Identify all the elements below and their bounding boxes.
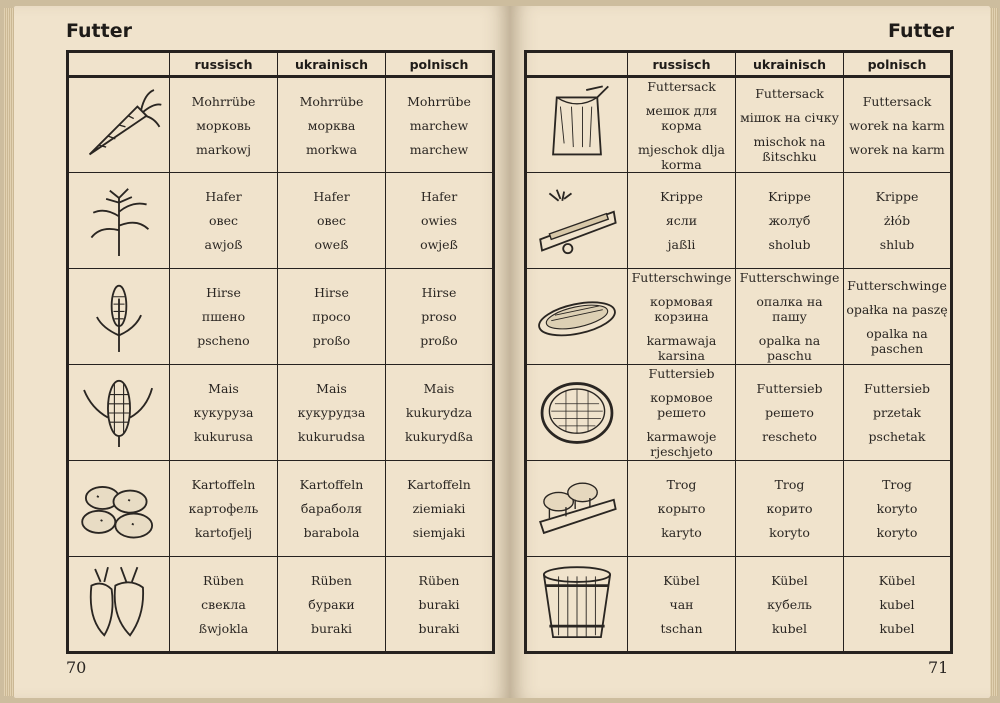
translation-cell-ukrainian (736, 365, 844, 461)
vocabulary-table (66, 50, 495, 654)
translation-cell-ukrainian (736, 173, 844, 269)
transliteration: owjeß (420, 237, 458, 252)
table-row (526, 365, 952, 461)
page-title: Futter (66, 20, 132, 42)
native-term: просо (312, 309, 351, 324)
german-term: Rüben (311, 572, 352, 588)
german-term: Kübel (663, 572, 700, 588)
native-term: ziemiaki (412, 501, 466, 516)
image-column-header (68, 52, 170, 77)
table-row (526, 173, 952, 269)
transliteration: marchew (409, 141, 469, 157)
native-term: жолуб (768, 213, 811, 228)
page-number: 70 (66, 658, 87, 677)
transliteration: markowj (196, 141, 251, 157)
german-term: Hafer (205, 189, 242, 204)
translation-cell-polish (386, 461, 494, 557)
german-term: Mohrrübe (407, 93, 471, 109)
feed-basket-illustration (526, 269, 628, 365)
translation-cell-russian (628, 365, 736, 461)
transliteration: kukurydßa (404, 429, 474, 444)
native-term: свекла (201, 596, 246, 612)
translation-cell-polish (386, 77, 494, 173)
transliteration: kukurudsa (297, 429, 366, 444)
native-term: кукурудза (297, 405, 366, 420)
transliteration: mjeschok dlja korma (638, 141, 725, 172)
native-term: морковь (196, 117, 251, 133)
transliteration: karmawaja karsina (646, 333, 717, 363)
table-row (526, 461, 952, 557)
german-term: Kübel (771, 572, 808, 588)
german-term: Rüben (418, 572, 460, 588)
translation-cell-ukrainian (278, 269, 386, 365)
german-term: Futtersieb (756, 381, 823, 396)
translation-cell-ukrainian (278, 461, 386, 557)
translation-cell-ukrainian (736, 269, 844, 365)
transliteration: ßwjokla (198, 620, 249, 636)
transliteration: koryto (769, 525, 810, 540)
translation-cell-ukrainian (736, 557, 844, 653)
native-term: kubel (879, 596, 915, 612)
transliteration: awjoß (204, 237, 243, 252)
transliteration: kubel (879, 620, 915, 636)
german-term: Futterschwinge (847, 277, 947, 293)
transliteration: jaßli (667, 237, 696, 252)
german-term: Hirse (314, 285, 349, 300)
sieve-illustration (526, 365, 628, 461)
table-row (68, 77, 494, 173)
table-row (526, 269, 952, 365)
german-term: Futtersieb (648, 366, 715, 381)
native-term: opałka na paszę (846, 301, 948, 317)
translation-cell-polish (844, 557, 952, 653)
column-header-polish: polnisch (844, 52, 952, 77)
translation-cell-polish (844, 173, 952, 269)
transliteration: kubel (771, 620, 808, 636)
native-term: кубель (767, 596, 812, 612)
table-header-row (68, 52, 494, 77)
native-term: ясли (665, 213, 698, 228)
native-term: kukurydza (405, 405, 473, 420)
german-term: Kartoffeln (191, 477, 256, 492)
german-term: Mais (316, 381, 347, 396)
german-term: Hafer (420, 189, 458, 204)
german-term: Krippe (660, 189, 703, 204)
transliteration: sholub (768, 237, 811, 252)
transliteration: shlub (879, 237, 915, 252)
translation-cell-ukrainian (278, 173, 386, 269)
potatoes-illustration (68, 461, 170, 557)
native-term: proso (421, 309, 457, 324)
transliteration: worek na karm (849, 141, 945, 157)
transliteration: buraki (418, 620, 460, 636)
native-term: кукуруза (193, 405, 254, 420)
right-page (510, 6, 990, 698)
native-term: мішок на січку (740, 110, 839, 125)
native-term: овес (209, 213, 238, 228)
transliteration: karmawoje rjeschjeto (646, 429, 717, 459)
german-term: Kübel (878, 572, 916, 588)
transliteration: proßo (312, 333, 351, 348)
native-term: кормовая корзина (650, 294, 713, 324)
transliteration: siemjaki (412, 525, 466, 540)
table-row (68, 365, 494, 461)
transliteration: morkwa (305, 141, 358, 157)
transliteration: kukurusa (193, 429, 254, 444)
transliteration: karyto (661, 525, 702, 540)
translation-cell-russian (170, 269, 278, 365)
native-term: решето (765, 405, 814, 420)
page-number: 71 (928, 658, 949, 677)
page-edges-left (4, 8, 14, 696)
translation-cell-russian (628, 461, 736, 557)
german-term: Trog (666, 477, 697, 492)
translation-cell-russian (628, 77, 736, 173)
transliteration: pscheno (197, 333, 250, 348)
translation-cell-polish (844, 461, 952, 557)
beets-illustration (68, 557, 170, 653)
native-term: морква (307, 117, 356, 133)
native-term: żłób (883, 213, 911, 228)
native-term: owies (420, 213, 458, 228)
translation-cell-ukrainian (736, 77, 844, 173)
transliteration: proßo (420, 333, 458, 348)
translation-cell-russian (170, 461, 278, 557)
german-term: Krippe (768, 189, 811, 204)
german-term: Kartoffeln (299, 477, 364, 492)
german-term: Hafer (313, 189, 350, 204)
vocabulary-table (524, 50, 953, 654)
native-term: овес (317, 213, 346, 228)
translation-cell-russian (628, 173, 736, 269)
transliteration: rescheto (762, 429, 817, 444)
translation-cell-russian (628, 557, 736, 653)
transliteration: pschetak (868, 429, 926, 444)
native-term: пшено (201, 309, 246, 324)
translation-cell-ukrainian (278, 557, 386, 653)
german-term: Trog (774, 477, 805, 492)
transliteration: barabola (303, 525, 360, 540)
native-term: чан (669, 596, 694, 612)
millet-plant-illustration (68, 269, 170, 365)
column-header-russian: russisch (628, 52, 736, 77)
translation-cell-ukrainian (278, 77, 386, 173)
german-term: Trog (882, 477, 912, 492)
native-term: корито (766, 501, 813, 516)
transliteration: tschan (660, 620, 703, 636)
german-term: Mohrrübe (299, 93, 364, 109)
transliteration: opalka na paschen (866, 325, 928, 356)
transliteration: oweß (314, 237, 349, 252)
translation-cell-polish (386, 365, 494, 461)
table-row (68, 461, 494, 557)
translation-cell-polish (386, 173, 494, 269)
table-row (68, 557, 494, 653)
german-term: Hirse (421, 285, 457, 300)
page-title: Futter (888, 20, 954, 42)
native-term: marchew (409, 117, 469, 133)
manger-illustration (526, 173, 628, 269)
trough-with-pigs-illustration (526, 461, 628, 557)
page-edges-right (990, 8, 998, 696)
column-header-polish: polnisch (386, 52, 494, 77)
native-term: корыто (657, 501, 706, 516)
image-column-header (526, 52, 628, 77)
native-term: кормовое решето (650, 390, 713, 420)
column-header-ukrainian: ukrainisch (736, 52, 844, 77)
german-term: Kartoffeln (407, 477, 471, 492)
german-term: Mais (423, 381, 455, 396)
translation-cell-russian (170, 77, 278, 173)
table-row (68, 269, 494, 365)
corn-cob-illustration (68, 365, 170, 461)
native-term: worek na karm (849, 117, 945, 133)
translation-cell-ukrainian (278, 365, 386, 461)
german-term: Futtersieb (864, 381, 930, 396)
translation-cell-polish (844, 269, 952, 365)
native-term: бараболя (300, 501, 363, 516)
german-term: Rüben (203, 572, 244, 588)
carrot-illustration (68, 77, 170, 173)
column-header-russian: russisch (170, 52, 278, 77)
transliteration: kartofjelj (194, 525, 253, 540)
translation-cell-polish (844, 77, 952, 173)
german-term: Futterschwinge (631, 270, 732, 285)
bucket-illustration (526, 557, 628, 653)
german-term: Krippe (875, 189, 919, 204)
translation-cell-russian (628, 269, 736, 365)
transliteration: mischok na ßitschku (753, 134, 826, 164)
table-row (68, 173, 494, 269)
translation-cell-polish (386, 269, 494, 365)
native-term: buraki (418, 596, 460, 612)
table-row (526, 77, 952, 173)
german-term: Futterschwinge (739, 270, 840, 285)
translation-cell-russian (170, 365, 278, 461)
translation-cell-polish (386, 557, 494, 653)
column-header-ukrainian: ukrainisch (278, 52, 386, 77)
german-term: Hirse (206, 285, 241, 300)
transliteration: buraki (310, 620, 353, 636)
native-term: przetak (872, 405, 921, 420)
left-page (14, 6, 510, 698)
table-header-row (526, 52, 952, 77)
translation-cell-russian (170, 557, 278, 653)
native-term: мешок для корма (645, 102, 718, 133)
native-term: koryto (876, 501, 918, 516)
translation-cell-russian (170, 173, 278, 269)
native-term: опалка на пашу (756, 294, 823, 324)
transliteration: opalka na paschu (758, 333, 821, 363)
german-term: Futtersack (862, 93, 932, 109)
german-term: Futtersack (647, 78, 716, 94)
german-term: Mais (208, 381, 239, 396)
table-row (526, 557, 952, 653)
translation-cell-ukrainian (736, 461, 844, 557)
native-term: картофель (188, 501, 259, 516)
transliteration: koryto (876, 525, 918, 540)
oats-plant-illustration (68, 173, 170, 269)
translation-cell-polish (844, 365, 952, 461)
german-term: Mohrrübe (191, 93, 256, 109)
german-term: Futtersack (755, 86, 824, 101)
native-term: бураки (308, 596, 355, 612)
feed-sack-illustration (526, 77, 628, 173)
